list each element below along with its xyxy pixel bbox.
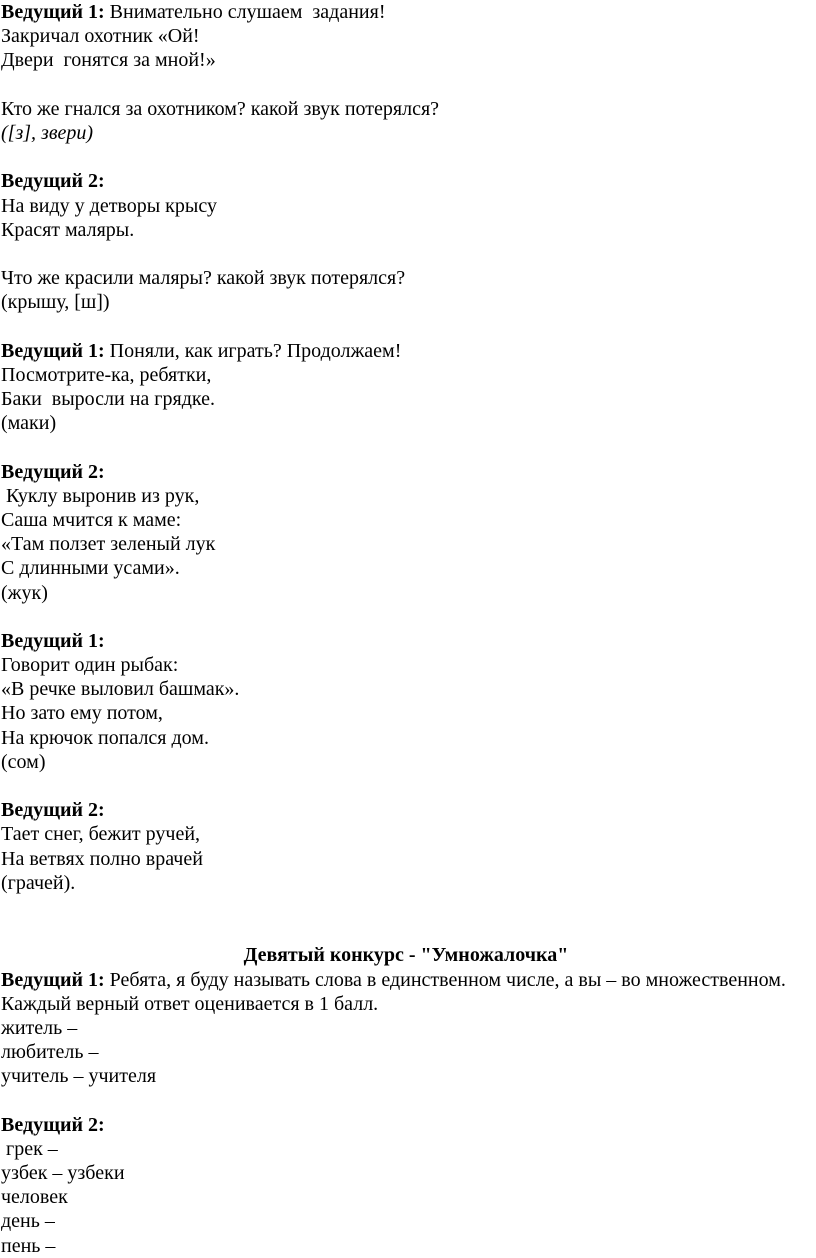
line-text: «В речке выловил башмак». — [1, 678, 240, 701]
line-text: (крышу, [ш]) — [1, 291, 110, 314]
text-line — [1, 218, 811, 242]
line-text: Баки выросли на грядке. — [1, 388, 215, 410]
text-line — [1, 750, 811, 774]
blank-line — [1, 1088, 811, 1112]
line-text: житель – — [1, 1016, 78, 1039]
line-text: На виду у детворы крысу — [1, 194, 217, 217]
line-text: Что же красили маляры? какой звук потерялся? — [1, 267, 406, 290]
text-line — [1, 822, 811, 846]
line-text: Ребята, я буду называть слова в единственном числе, а вы – во множественном. Каждый верный ответ оценивается в 1 балл. — [1, 968, 786, 1015]
speaker-label: Ведущий 1: — [1, 629, 105, 652]
text-line — [1, 363, 811, 387]
text-line — [1, 194, 811, 218]
line-text: Кто же гнался за охотником? какой звук потерялся? — [1, 97, 440, 120]
line-text: Двери гонятся за мной!» — [1, 49, 216, 72]
speaker-label: Ведущий 2: — [1, 170, 105, 193]
text-line — [1, 726, 811, 750]
line-text: любитель – — [1, 1041, 99, 1064]
speaker-line — [1, 629, 811, 653]
blank-line — [1, 919, 811, 943]
line-text: Тает снег, бежит ручей, — [1, 823, 201, 846]
line-text: грек – — [1, 1137, 58, 1160]
speaker-label: Ведущий 1: — [1, 339, 105, 362]
line-text: Красят маляры. — [1, 218, 135, 241]
line-text: человек — [1, 1186, 68, 1209]
line-text: Куклу выронив из рук, — [1, 484, 200, 507]
speaker-line — [1, 169, 811, 193]
text-line — [1, 121, 811, 145]
blank-line — [1, 605, 811, 629]
text-line — [1, 847, 811, 871]
speaker-line — [1, 460, 811, 484]
text-line — [1, 532, 811, 556]
line-text: (маки) — [1, 412, 57, 435]
text-line — [1, 581, 811, 605]
document-page — [1, 0, 811, 1258]
blank-line — [1, 895, 811, 919]
text-line — [1, 1064, 811, 1088]
text-line — [1, 290, 811, 314]
line-text: Внимательно слушаем задания! — [104, 1, 386, 23]
speaker-label: Ведущий 1: — [1, 1, 105, 23]
speaker-line — [1, 968, 811, 1016]
text-line — [1, 1016, 811, 1040]
line-text: Посмотрите-ка, ребятки, — [1, 363, 212, 386]
line-text: «Там ползет зеленый лук — [1, 533, 216, 556]
line-text: (сом) — [1, 750, 46, 773]
text-line — [1, 556, 811, 580]
line-text: узбек – узбеки — [1, 1162, 125, 1185]
line-text: На ветвях полно врачей — [1, 847, 203, 870]
speaker-line — [1, 339, 811, 363]
line-text: (грачей). — [1, 871, 76, 894]
line-text: На крючок попался дом. — [1, 726, 209, 749]
speaker-label: Ведущий 2: — [1, 460, 105, 483]
blank-line — [1, 242, 811, 266]
text-line — [1, 1209, 811, 1233]
line-text: Закричал охотник «Ой! — [1, 25, 200, 48]
line-text: (жук) — [1, 581, 48, 604]
text-line — [1, 484, 811, 508]
speaker-label: Ведущий 2: — [1, 1113, 105, 1136]
text-line — [1, 97, 811, 121]
blank-line — [1, 774, 811, 798]
speaker-line — [1, 798, 811, 822]
text-line — [1, 24, 811, 48]
text-line — [1, 871, 811, 895]
text-line — [1, 387, 811, 411]
text-line — [1, 1161, 811, 1185]
line-text: Саша мчится к маме: — [1, 508, 182, 531]
line-text: учитель – учителя — [1, 1065, 157, 1088]
text-line — [1, 1040, 811, 1064]
speaker-line — [1, 1113, 811, 1137]
line-text: день – — [1, 1210, 55, 1233]
line-text: Говорит один рыбак: — [1, 654, 179, 677]
blank-line — [1, 73, 811, 97]
blank-line — [1, 314, 811, 338]
blank-line — [1, 435, 811, 459]
text-line — [1, 1234, 811, 1258]
text-line — [1, 1137, 811, 1161]
text-line — [1, 266, 811, 290]
text-line — [1, 411, 811, 435]
text-line — [1, 508, 811, 532]
speaker-label: Ведущий 2: — [1, 799, 105, 822]
section-heading: Девятый конкурс - "Умножалочка" — [243, 944, 569, 967]
text-line — [1, 48, 811, 72]
text-line — [1, 701, 811, 725]
text-line — [1, 1185, 811, 1209]
line-text: Поняли, как играть? Продолжаем! — [104, 339, 402, 362]
line-text: Но зато ему потом, — [1, 702, 163, 725]
line-text: ([з], звери) — [1, 121, 94, 144]
text-line — [1, 653, 811, 677]
text-line — [1, 677, 811, 701]
line-text: пень – — [1, 1234, 56, 1257]
blank-line — [1, 145, 811, 169]
line-text: С длинными усами». — [1, 557, 180, 580]
speaker-line — [1, 0, 811, 24]
speaker-label: Ведущий 1: — [1, 968, 105, 991]
